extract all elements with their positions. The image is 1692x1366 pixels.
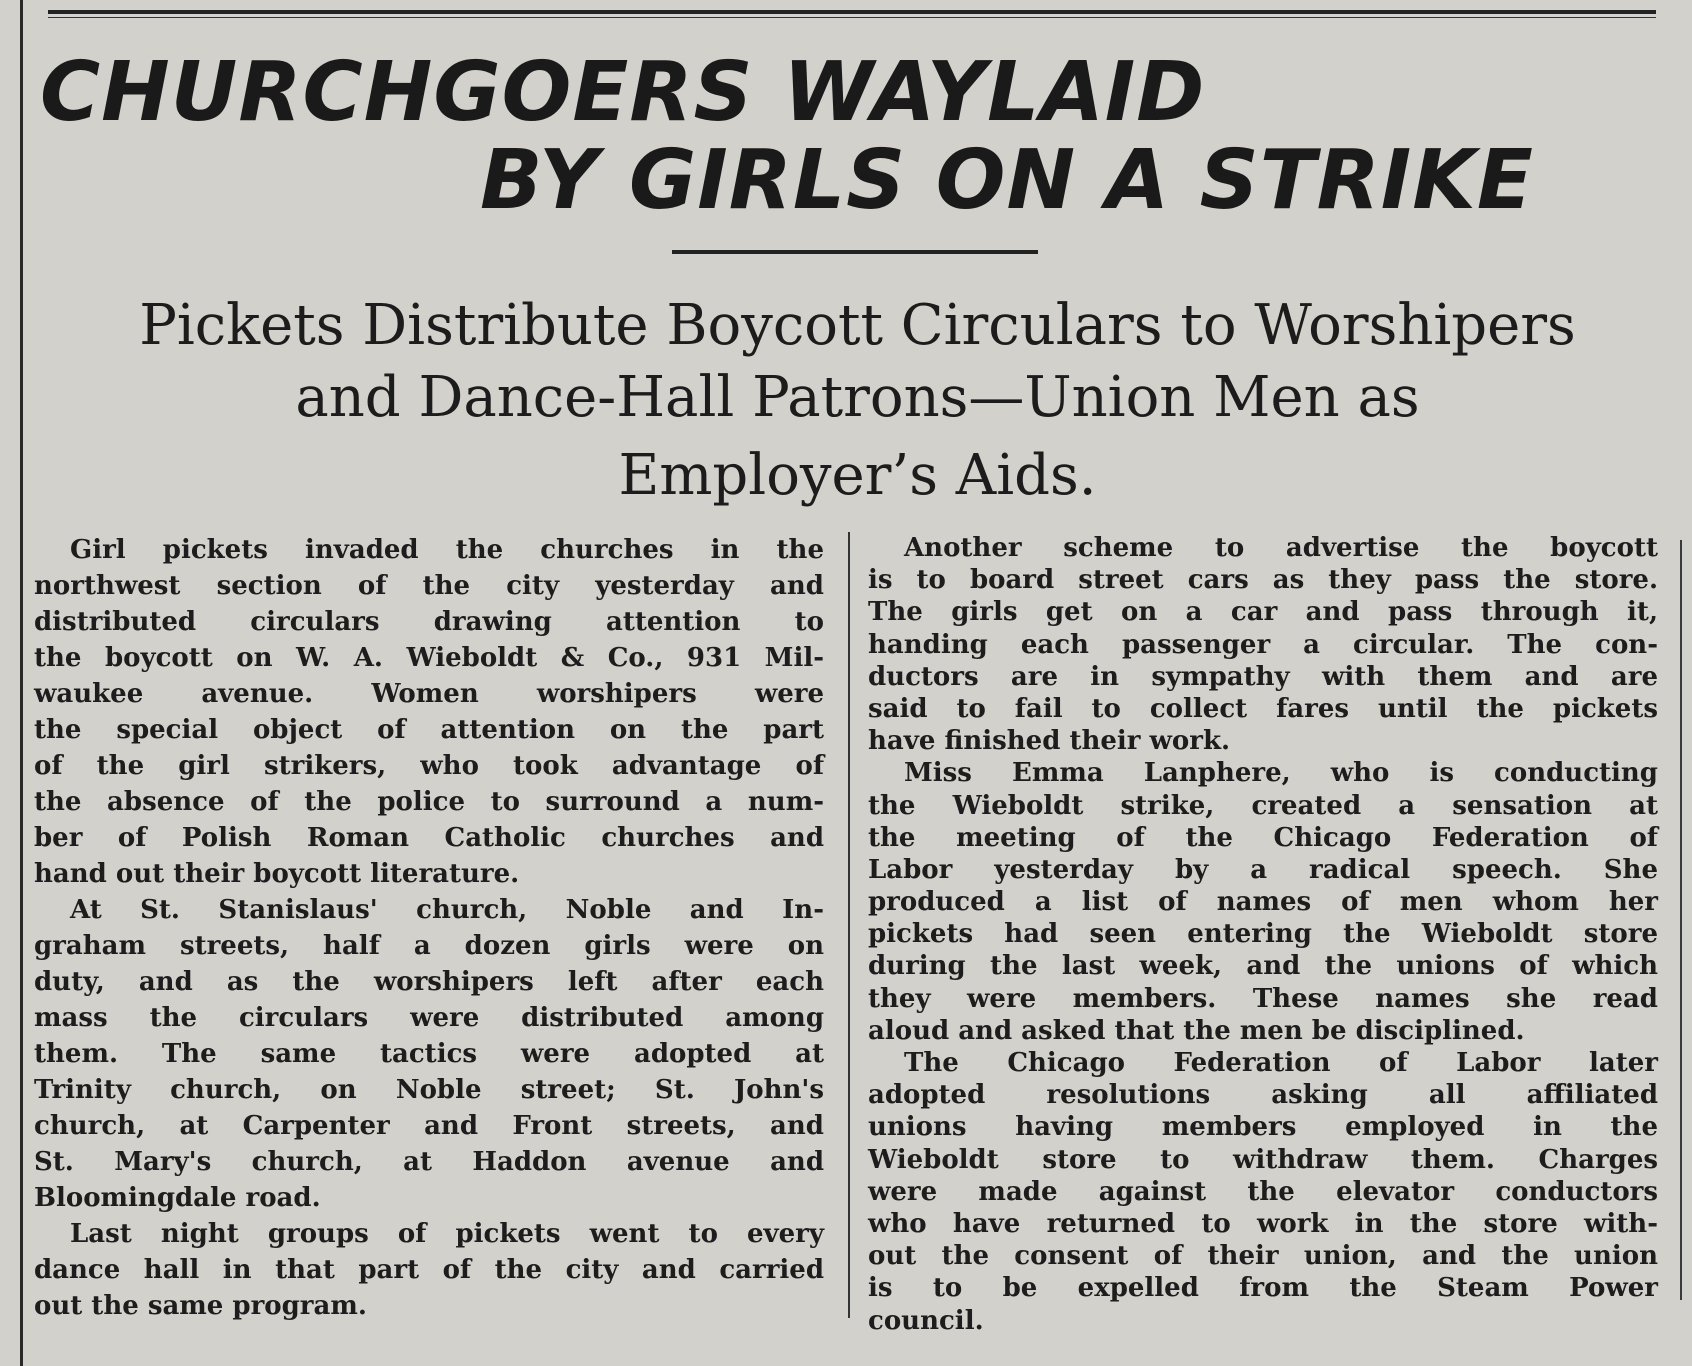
headline-divider xyxy=(672,250,1038,254)
article-line: during the last week, and the unions of which xyxy=(868,951,1658,982)
article-line: duty, and as the worshipers left after each xyxy=(34,967,824,997)
article-line: Last night groups of pickets went to every xyxy=(70,1219,824,1249)
article-line: Miss Emma Lanphere, who is conducting xyxy=(904,758,1658,789)
article-line: mass the circulars were distributed among xyxy=(34,1003,824,1033)
article-line: of the girl strikers, who took advantage of xyxy=(34,751,824,781)
article-line: ber of Polish Roman Catholic churches and xyxy=(34,823,824,853)
article-line: they were members. These names she read xyxy=(868,983,1658,1014)
article-line: aloud and asked that the men be disciplined. xyxy=(868,1015,1525,1046)
column-divider xyxy=(848,532,850,1318)
right-column-rule xyxy=(1680,540,1682,1300)
article-line: the special object of attention on the part xyxy=(34,715,824,745)
article-line: Girl pickets invaded the churches in the xyxy=(70,535,824,565)
article-line: waukee avenue. Women worshipers were xyxy=(34,679,824,709)
headline-line-2: BY GIRLS ON A STRIKE xyxy=(480,133,1534,228)
article-line: northwest section of the city yesterday and xyxy=(34,571,824,601)
article-line: council. xyxy=(868,1305,984,1336)
article-line: is to be expelled from the Steam Power xyxy=(868,1273,1658,1304)
article-line: who have returned to work in the store with- xyxy=(868,1208,1658,1239)
deck-line-3: Employer’s Aids. xyxy=(618,443,1097,508)
article-line: Wieboldt store to withdraw them. Charges xyxy=(868,1144,1658,1175)
article-line: St. Mary's church, at Haddon avenue and xyxy=(34,1147,824,1177)
article-line: At St. Stanislaus' church, Noble and In- xyxy=(70,895,824,925)
article-line: hand out their boycott literature. xyxy=(34,859,520,889)
article-line: the Wieboldt strike, created a sensation at xyxy=(868,790,1658,821)
headline-line-1: CHURCHGOERS WAYLAID xyxy=(40,45,1206,140)
article-line: The girls get on a car and pass through it, xyxy=(868,597,1658,628)
article-line: Labor yesterday by a radical speech. She xyxy=(868,854,1658,885)
article-line: Trinity church, on Noble street; St. John's xyxy=(34,1075,824,1105)
article-line: out the same program. xyxy=(34,1291,367,1321)
top-rule-thin xyxy=(48,17,1656,18)
deck-line-1: Pickets Distribute Boycott Circulars to Worshipers xyxy=(139,293,1576,358)
article-line: out the consent of their union, and the union xyxy=(868,1241,1658,1272)
article-line: have finished their work. xyxy=(868,726,1231,757)
article-line: graham streets, half a dozen girls were on xyxy=(34,931,824,961)
article-line: pickets had seen entering the Wieboldt store xyxy=(868,919,1658,950)
article-line: the meeting of the Chicago Federation of xyxy=(868,822,1658,853)
article-line: dance hall in that part of the city and carried xyxy=(34,1255,824,1285)
article-line: handing each passenger a circular. The con- xyxy=(868,629,1658,660)
article-line: Bloomingdale road. xyxy=(34,1183,321,1213)
article-line: church, at Carpenter and Front streets, and xyxy=(34,1111,824,1141)
deck-line-2: and Dance-Hall Patrons—Union Men as xyxy=(295,365,1420,430)
article-column-left xyxy=(34,532,834,1324)
article-line: The Chicago Federation of Labor later xyxy=(904,1048,1658,1078)
article-line: said to fail to collect fares until the pickets xyxy=(868,693,1658,724)
article-line: the boycott on W. A. Wieboldt & Co., 931 Mil- xyxy=(34,643,824,673)
top-rule xyxy=(48,10,1656,14)
left-column-rule xyxy=(20,0,23,1366)
article-line: ductors are in sympathy with them and are xyxy=(868,661,1658,692)
article-line: distributed circulars drawing attention to xyxy=(34,607,824,637)
article-line: Another scheme to advertise the boycott xyxy=(904,533,1658,563)
article-line: unions having members employed in the xyxy=(868,1112,1658,1143)
article-line: them. The same tactics were adopted at xyxy=(34,1039,824,1069)
article-line: were made against the elevator conductors xyxy=(868,1176,1658,1207)
article-line: produced a list of names of men whom her xyxy=(868,887,1658,918)
article-column-right xyxy=(868,532,1668,1337)
article-line: the absence of the police to surround a num- xyxy=(34,787,824,817)
article-line: adopted resolutions asking all affiliated xyxy=(868,1080,1658,1111)
article-line: is to board street cars as they pass the store. xyxy=(868,565,1658,596)
